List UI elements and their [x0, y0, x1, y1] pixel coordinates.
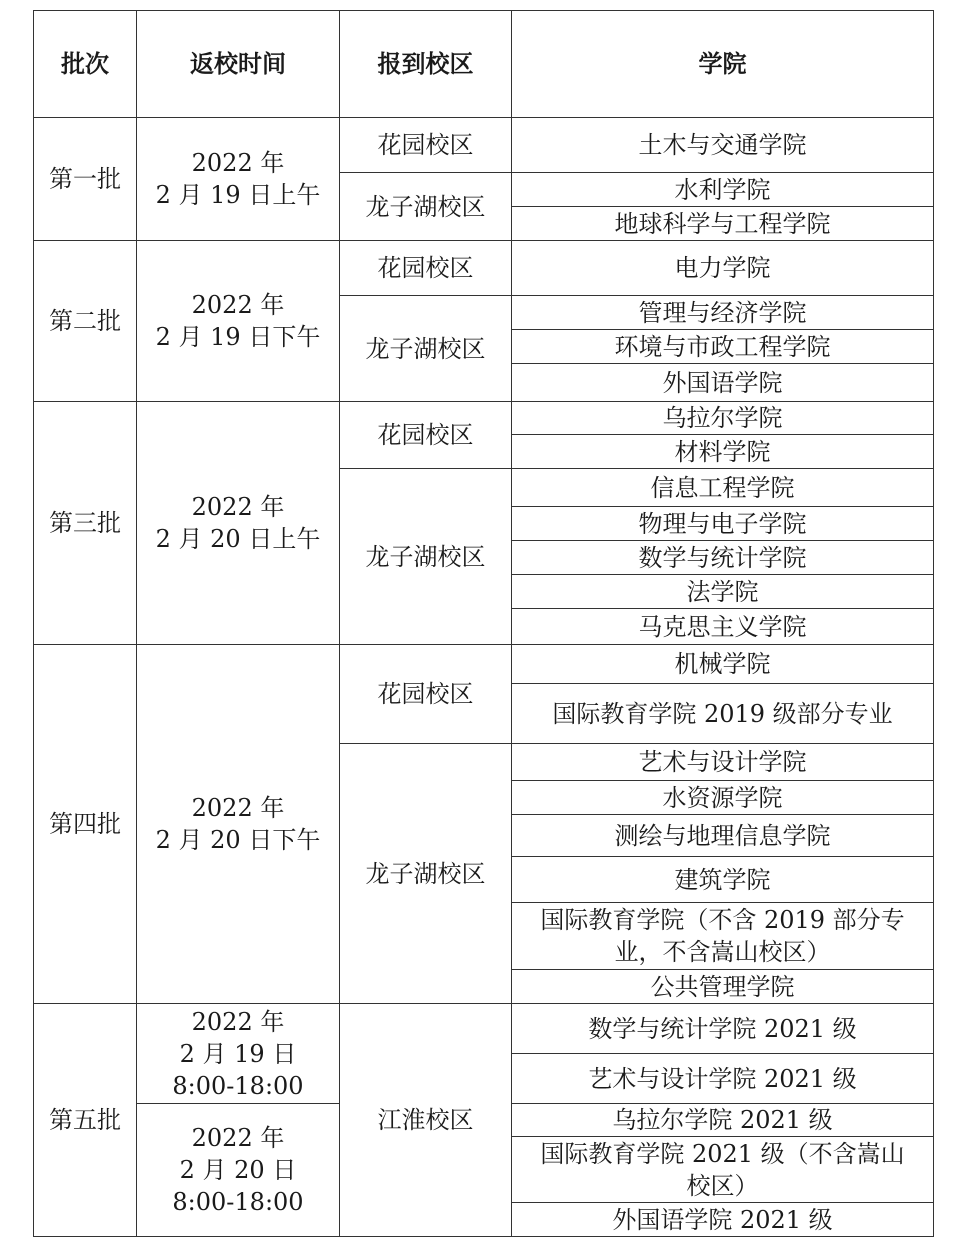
college-cell: 土木与交通学院 [512, 118, 934, 173]
campus-cell: 花园校区 [340, 118, 512, 173]
college-cell: 乌拉尔学院 2021 级 [512, 1104, 934, 1137]
batch-name: 第三批 [34, 402, 137, 645]
return-time: 2022 年 2 月 19 日上午 [137, 118, 340, 241]
college-cell: 材料学院 [512, 435, 934, 469]
batch-name: 第五批 [34, 1004, 137, 1237]
campus-cell: 花园校区 [340, 241, 512, 296]
return-time: 2022 年 2 月 19 日 8:00-18:00 [137, 1004, 340, 1104]
batch-name: 第二批 [34, 241, 137, 402]
college-cell: 测绘与地理信息学院 [512, 815, 934, 857]
college-cell: 地球科学与工程学院 [512, 207, 934, 241]
return-time: 2022 年 2 月 20 日下午 [137, 645, 340, 1004]
college-cell: 环境与市政工程学院 [512, 330, 934, 364]
campus-cell: 龙子湖校区 [340, 296, 512, 402]
header-campus: 报到校区 [340, 11, 512, 118]
college-cell: 国际教育学院 2019 级部分专业 [512, 684, 934, 744]
return-time: 2022 年 2 月 20 日 8:00-18:00 [137, 1104, 340, 1237]
return-time: 2022 年 2 月 20 日上午 [137, 402, 340, 645]
college-cell: 外国语学院 2021 级 [512, 1203, 934, 1237]
college-cell: 外国语学院 [512, 364, 934, 402]
college-cell: 水资源学院 [512, 781, 934, 815]
return-time: 2022 年 2 月 19 日下午 [137, 241, 340, 402]
batch-name: 第一批 [34, 118, 137, 241]
campus-cell: 花园校区 [340, 645, 512, 744]
return-schedule-table [33, 10, 934, 1237]
college-cell: 信息工程学院 [512, 469, 934, 507]
college-cell: 机械学院 [512, 645, 934, 684]
college-cell: 国际教育学院 2021 级（不含嵩山校区） [512, 1137, 934, 1203]
college-cell: 管理与经济学院 [512, 296, 934, 330]
college-cell: 数学与统计学院 [512, 541, 934, 575]
campus-cell: 龙子湖校区 [340, 469, 512, 645]
campus-cell: 花园校区 [340, 402, 512, 469]
campus-cell: 龙子湖校区 [340, 173, 512, 241]
college-cell: 水利学院 [512, 173, 934, 207]
header-return-time: 返校时间 [137, 11, 340, 118]
batch-name: 第四批 [34, 645, 137, 1004]
college-cell: 马克思主义学院 [512, 609, 934, 645]
header-college: 学院 [512, 11, 934, 118]
college-cell: 数学与统计学院 2021 级 [512, 1004, 934, 1054]
college-cell: 艺术与设计学院 [512, 744, 934, 781]
college-cell: 建筑学院 [512, 857, 934, 903]
college-cell: 公共管理学院 [512, 970, 934, 1004]
college-cell: 物理与电子学院 [512, 507, 934, 541]
college-cell: 电力学院 [512, 241, 934, 296]
college-cell: 国际教育学院（不含 2019 部分专业，不含嵩山校区） [512, 903, 934, 970]
college-cell: 艺术与设计学院 2021 级 [512, 1054, 934, 1104]
campus-cell: 龙子湖校区 [340, 744, 512, 1004]
college-cell: 法学院 [512, 575, 934, 609]
college-cell: 乌拉尔学院 [512, 402, 934, 435]
header-batch: 批次 [34, 11, 137, 118]
campus-cell: 江淮校区 [340, 1004, 512, 1237]
